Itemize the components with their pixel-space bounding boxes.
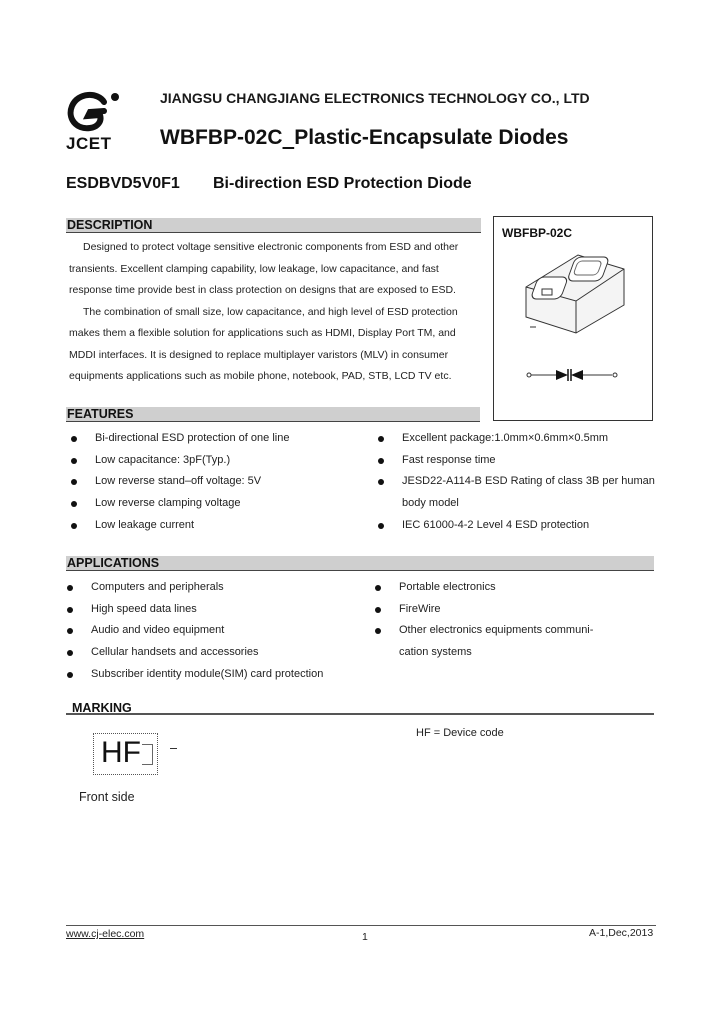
- description-line: transients. Excellent clamping capability, low leakage, low capacitance, and fast: [69, 262, 439, 275]
- features-list-right: [375, 428, 655, 537]
- list-item: Bi-directional ESD protection of one line: [68, 428, 289, 450]
- description-line: Designed to protect voltage sensitive electronic components from ESD and other: [83, 241, 459, 253]
- part-number: ESDBVD5V0F1: [66, 175, 180, 192]
- front-side-label: Front side: [79, 790, 135, 804]
- list-item: Subscriber identity module(SIM) card protection: [64, 664, 323, 686]
- applications-section-header: APPLICATIONS: [66, 556, 654, 571]
- bidirectional-diode-symbol-icon: [526, 367, 618, 383]
- part-description: Bi-direction ESD Protection Diode: [213, 175, 472, 192]
- description-line: equipments applications such as mobile phone, notebook, PAD, STB, LCD TV etc.: [69, 370, 452, 382]
- list-item: Low leakage current: [68, 515, 289, 537]
- list-item: Audio and video equipment: [64, 620, 323, 642]
- package-drawing-icon: [520, 245, 630, 335]
- list-item: Low capacitance: 3pF(Typ.): [68, 450, 289, 472]
- description-line: MDDI interfaces. It is designed to replace multiplayer varistors (MLV) in consumer: [69, 348, 449, 361]
- list-item: Excellent package:1.0mm×0.6mm×0.5mm: [375, 428, 655, 450]
- package-label: WBFBP-02C: [502, 226, 573, 240]
- marking-dash: [170, 748, 177, 749]
- product-line: Plastic-Encapsulate Diodes: [294, 126, 569, 149]
- marking-section-header: MARKING: [66, 701, 654, 715]
- description-text: [69, 237, 489, 388]
- list-item-continuation: body model: [402, 497, 459, 510]
- marking-code: HF: [101, 736, 141, 769]
- device-code-legend: HF = Device code: [416, 727, 504, 739]
- page-number: 1: [362, 931, 368, 943]
- list-item: Low reverse stand–off voltage: 5V: [68, 471, 289, 493]
- applications-list-right: [372, 577, 593, 664]
- description-line: makes them a flexible solution for applications such as HDMI, Display Port TM, and: [69, 327, 456, 339]
- revision-date: A-1,Dec,2013: [589, 927, 654, 939]
- footer-url-link[interactable]: www.cj-elec.com: [66, 928, 145, 940]
- applications-list-left: [64, 577, 323, 686]
- description-line: The combination of small size, low capacitance, and high level of ESD protection: [83, 305, 458, 318]
- list-item: FireWire: [372, 599, 593, 621]
- company-name: JIANGSU CHANGJIANG ELECTRONICS TECHNOLOGY CO., LTD: [160, 90, 590, 106]
- description-line: response time provide best in class protection on designs that are exposed to ESD.: [69, 284, 456, 296]
- logo-text: JCET: [66, 134, 112, 153]
- list-item: JESD22-A114-B ESD Rating of class 3B per human: [375, 471, 655, 493]
- marking-notch: [142, 744, 153, 765]
- list-item: IEC 61000-4-2 Level 4 ESD protection: [375, 515, 655, 537]
- features-section-header: FEATURES: [66, 407, 480, 422]
- description-section-header: DESCRIPTION: [66, 218, 481, 233]
- footer-divider: [66, 925, 656, 926]
- list-item: Portable electronics: [372, 577, 593, 599]
- list-item: Cellular handsets and accessories: [64, 642, 323, 664]
- features-list-left: [68, 428, 289, 537]
- list-item: Computers and peripherals: [64, 577, 323, 599]
- package-name: WBFBP-02C: [160, 126, 283, 149]
- list-item: Low reverse clamping voltage: [68, 493, 289, 515]
- list-item: Fast response time: [375, 450, 655, 472]
- product-title: [160, 126, 568, 150]
- list-item: High speed data lines: [64, 599, 323, 621]
- list-item: Other electronics equipments communi-: [372, 620, 593, 642]
- jcet-logo-icon: [64, 90, 126, 134]
- list-item-continuation: cation systems: [399, 646, 472, 659]
